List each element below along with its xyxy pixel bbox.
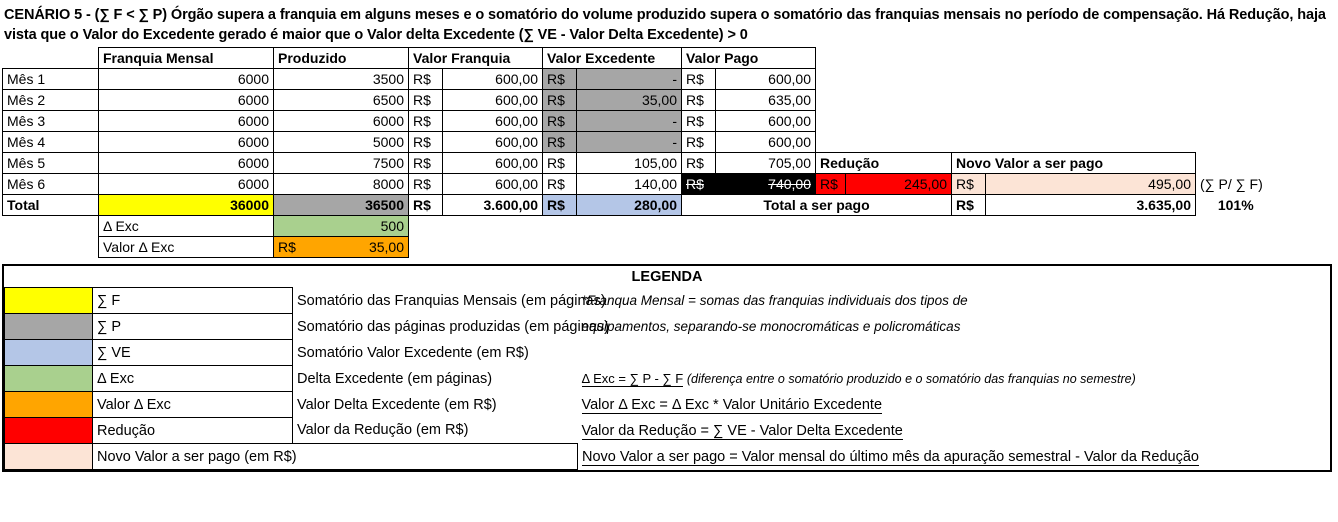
row-spacer (846, 132, 952, 153)
cell-valor-pago-symbol: R$ (682, 111, 716, 132)
table-header-row (3, 48, 1276, 69)
cell-produzido: 5000 (274, 132, 409, 153)
cell-produzido: 7500 (274, 153, 409, 174)
row-spacer (952, 111, 986, 132)
delta-label: Δ Exc (99, 216, 274, 237)
valor-delta-spacer (986, 237, 1086, 258)
cell-valor-franquia: 600,00 (443, 90, 543, 111)
legend-note: equipamentos, separando-se monocromáticas e policromáticas (581, 319, 961, 335)
header-spacer-1 (816, 48, 846, 69)
header-spacer-3 (952, 48, 986, 69)
legend-row (5, 418, 1330, 444)
cell-reducao: 245,00 (846, 174, 952, 195)
legend-box (2, 264, 1332, 472)
total-valor-excedente: 280,00 (577, 195, 682, 216)
row-label: Mês 5 (3, 153, 99, 174)
total-percent: 101% (1217, 197, 1254, 214)
row-spacer (846, 69, 952, 90)
delta-spacer (543, 216, 577, 237)
delta-spacer (3, 216, 99, 237)
total-valor-franquia-symbol: R$ (409, 195, 443, 216)
ratio-note: (∑ P/ ∑ F) (1200, 176, 1263, 193)
legend-symbol: Δ Exc (93, 366, 293, 392)
row-spacer (816, 132, 846, 153)
row-label: Mês 3 (3, 111, 99, 132)
cell-valor-franquia: 600,00 (443, 153, 543, 174)
valor-delta-spacer (1086, 237, 1196, 258)
header-franquia-mensal: Franquia Mensal (99, 48, 274, 69)
valor-delta-spacer (952, 237, 986, 258)
cell-franquia: 6000 (99, 174, 274, 195)
header-reducao: Redução (816, 153, 952, 174)
header-valor-pago: Valor Pago (682, 48, 816, 69)
cell-valor-excedente: - (577, 132, 682, 153)
row-spacer (1196, 153, 1276, 174)
row-spacer (1196, 132, 1276, 153)
cell-valor-franquia: 600,00 (443, 111, 543, 132)
cell-valor-pago-symbol: R$ (682, 174, 716, 195)
legend-swatch-valor-delta-exc (5, 392, 93, 418)
header-corner (3, 48, 99, 69)
legend-formula-cell (578, 392, 1330, 418)
table-total-row (3, 195, 1276, 216)
delta-spacer (409, 216, 443, 237)
table-row (3, 69, 1276, 90)
page-title: CENÁRIO 5 - (∑ F < ∑ P) Órgão supera a franquia em alguns meses e o somatório do volume produzido supera o somatório das franquias mensais no período de compensação. Há Redução, haja vista que o Valor do Excedente gerado é maior que o Valor delta Excedente (∑ VE - Valor Delta Excedente) > 0 (4, 7, 1326, 43)
valor-delta-spacer (577, 237, 682, 258)
header-valor-franquia: Valor Franquia (409, 48, 543, 69)
row-spacer (986, 111, 1086, 132)
valor-delta-spacer (716, 237, 816, 258)
total-pagar-value: 3.635,00 (986, 195, 1196, 216)
total-pagar-symbol: R$ (952, 195, 986, 216)
row-spacer (952, 69, 986, 90)
header-spacer-5 (1086, 48, 1196, 69)
cell-franquia: 6000 (99, 132, 274, 153)
legend-description: Valor da Redução (em R$) (297, 422, 469, 439)
cell-valor-franquia: 600,00 (443, 174, 543, 195)
valor-delta-value: 35,00 (368, 239, 404, 256)
cell-valor-excedente-symbol: R$ (543, 132, 577, 153)
row-label: Mês 1 (3, 69, 99, 90)
legend-row (5, 288, 1330, 314)
row-spacer (986, 90, 1086, 111)
delta-spacer (1086, 216, 1196, 237)
legend-formula-cell (578, 418, 1330, 444)
cell-valor-pago-symbol: R$ (682, 90, 716, 111)
legend-formula: Δ Exc = ∑ P - ∑ F (581, 371, 684, 387)
delta-spacer (952, 216, 986, 237)
legend-description: Somatório Valor Excedente (em R$) (297, 344, 529, 361)
delta-row (3, 216, 1276, 237)
table-row (3, 132, 1276, 153)
cell-valor-excedente-symbol: R$ (543, 111, 577, 132)
legend-formula: Novo Valor a ser pago = Valor mensal do último mês da apuração semestral - Valor da Redução (582, 448, 1199, 465)
row-spacer (846, 111, 952, 132)
header-spacer-2 (846, 48, 952, 69)
total-label: Total (3, 195, 99, 216)
legend-swatch-sum-ve (5, 340, 93, 366)
legend-description: Valor Delta Excedente (em R$) (297, 396, 497, 413)
row-spacer (1086, 90, 1196, 111)
row-spacer (816, 90, 846, 111)
table-row (3, 111, 1276, 132)
delta-spacer (846, 216, 952, 237)
total-produzido: 36500 (274, 195, 409, 216)
legend-description: Delta Excedente (em páginas) (297, 370, 493, 387)
cell-valor-pago: 600,00 (716, 69, 816, 90)
valor-delta-symbol: R$ (278, 239, 296, 256)
legend-note: *Franqua Mensal = somas das franquias individuais dos tipos de (581, 293, 968, 309)
cell-valor-excedente-symbol: R$ (543, 69, 577, 90)
legend-formula: Valor da Redução = ∑ VE - Valor Delta Excedente (581, 422, 903, 439)
row-spacer (1196, 69, 1276, 90)
legend-row (5, 314, 1330, 340)
legend-formula-note: (diferença entre o somatório produzido e o somatório das franquias no semestre) (686, 372, 1136, 387)
cell-novo-valor: 495,00 (986, 174, 1196, 195)
cell-valor-pago: 600,00 (716, 111, 816, 132)
delta-value: 500 (274, 216, 409, 237)
header-spacer-4 (986, 48, 1086, 69)
header-spacer-6 (1196, 48, 1276, 69)
valor-delta-row (3, 237, 1276, 258)
cell-valor-pago: 705,00 (716, 153, 816, 174)
cell-valor-franquia: 600,00 (443, 132, 543, 153)
legend-row (5, 444, 1330, 470)
legend-row (5, 366, 1330, 392)
cell-valor-franquia-symbol: R$ (409, 69, 443, 90)
cell-valor-franquia-symbol: R$ (409, 132, 443, 153)
row-spacer (986, 69, 1086, 90)
total-valor-franquia: 3.600,00 (443, 195, 543, 216)
cell-reducao-symbol: R$ (816, 174, 846, 195)
legend-title: LEGENDA (631, 269, 703, 286)
total-franquia: 36000 (99, 195, 274, 216)
legend-row (5, 392, 1330, 418)
cell-franquia: 6000 (99, 90, 274, 111)
valor-delta-label: Valor Δ Exc (99, 237, 274, 258)
valor-delta-spacer (846, 237, 952, 258)
cell-franquia: 6000 (99, 69, 274, 90)
legend-symbol: ∑ P (93, 314, 293, 340)
valor-delta-spacer (409, 237, 443, 258)
legend-swatch-reducao (5, 418, 93, 444)
cell-produzido: 6000 (274, 111, 409, 132)
cell-valor-franquia-symbol: R$ (409, 153, 443, 174)
cell-valor-pago: 600,00 (716, 132, 816, 153)
legend-formula-cell (578, 366, 1330, 392)
cell-valor-pago: 635,00 (716, 90, 816, 111)
cell-valor-franquia-symbol: R$ (409, 111, 443, 132)
row-spacer (816, 111, 846, 132)
table-row (3, 90, 1276, 111)
delta-spacer (443, 216, 543, 237)
cell-valor-excedente: - (577, 111, 682, 132)
legend-description: Somatório das Franquias Mensais (em páginas) (297, 292, 606, 309)
delta-spacer (577, 216, 682, 237)
valor-delta-spacer (443, 237, 543, 258)
legend-swatch-sum-f (5, 288, 93, 314)
total-pagar-label: Total a ser pago (682, 195, 952, 216)
cell-valor-excedente-symbol: R$ (543, 90, 577, 111)
cell-valor-franquia-symbol: R$ (409, 174, 443, 195)
row-spacer (1086, 69, 1196, 90)
row-spacer (846, 90, 952, 111)
cell-valor-excedente: 35,00 (577, 90, 682, 111)
row-spacer (1196, 111, 1276, 132)
cell-valor-pago: 740,00 (716, 174, 816, 195)
legend-symbol: ∑ VE (93, 340, 293, 366)
legend-note (578, 340, 1330, 366)
header-valor-excedente: Valor Excedente (543, 48, 682, 69)
valor-delta-value-cell (274, 237, 409, 258)
cell-produzido: 3500 (274, 69, 409, 90)
valor-delta-spacer (3, 237, 99, 258)
row-spacer (1086, 132, 1196, 153)
cell-valor-excedente: - (577, 69, 682, 90)
delta-spacer (986, 216, 1086, 237)
legend-formula-cell (578, 444, 1330, 470)
row-spacer (986, 132, 1086, 153)
legend-symbol: Redução (93, 418, 293, 444)
delta-spacer (1196, 216, 1276, 237)
cell-franquia: 6000 (99, 111, 274, 132)
legend-row (5, 340, 1330, 366)
cell-valor-franquia: 600,00 (443, 69, 543, 90)
legend-symbol: Valor Δ Exc (93, 392, 293, 418)
legend-table (4, 287, 1330, 470)
delta-spacer (816, 216, 846, 237)
row-spacer (952, 90, 986, 111)
cell-valor-pago-symbol: R$ (682, 132, 716, 153)
cell-valor-pago-symbol: R$ (682, 153, 716, 174)
row-label: Mês 4 (3, 132, 99, 153)
legend-symbol: Novo Valor a ser pago (em R$) (93, 444, 578, 470)
legend-swatch-sum-p (5, 314, 93, 340)
legend-symbol: ∑ F (93, 288, 293, 314)
cell-valor-excedente: 105,00 (577, 153, 682, 174)
valor-delta-spacer (543, 237, 577, 258)
row-spacer (816, 69, 846, 90)
header-novo-valor: Novo Valor a ser pago (952, 153, 1196, 174)
row-label: Mês 6 (3, 174, 99, 195)
legend-swatch-novo-valor (5, 444, 93, 470)
row-label: Mês 2 (3, 90, 99, 111)
cell-produzido: 8000 (274, 174, 409, 195)
cell-valor-pago-symbol: R$ (682, 69, 716, 90)
legend-description: Somatório das páginas produzidas (em páginas) (297, 318, 609, 335)
cell-valor-excedente-symbol: R$ (543, 153, 577, 174)
cell-novo-valor-symbol: R$ (952, 174, 986, 195)
cell-valor-franquia-symbol: R$ (409, 90, 443, 111)
valor-delta-spacer (682, 237, 716, 258)
valor-delta-spacer (1196, 237, 1276, 258)
table-row (3, 153, 1276, 174)
table-row (3, 174, 1276, 195)
cell-valor-excedente: 140,00 (577, 174, 682, 195)
legend-swatch-delta-exc (5, 366, 93, 392)
scenario-table (2, 47, 1276, 258)
header-produzido: Produzido (274, 48, 409, 69)
delta-spacer (682, 216, 716, 237)
delta-spacer (716, 216, 816, 237)
valor-delta-spacer (816, 237, 846, 258)
cell-valor-excedente-symbol: R$ (543, 174, 577, 195)
cell-produzido: 6500 (274, 90, 409, 111)
legend-formula: Valor Δ Exc = Δ Exc * Valor Unitário Excedente (581, 396, 883, 413)
total-valor-excedente-symbol: R$ (543, 195, 577, 216)
row-spacer (1196, 90, 1276, 111)
row-spacer (952, 132, 986, 153)
row-spacer (1086, 111, 1196, 132)
cell-franquia: 6000 (99, 153, 274, 174)
